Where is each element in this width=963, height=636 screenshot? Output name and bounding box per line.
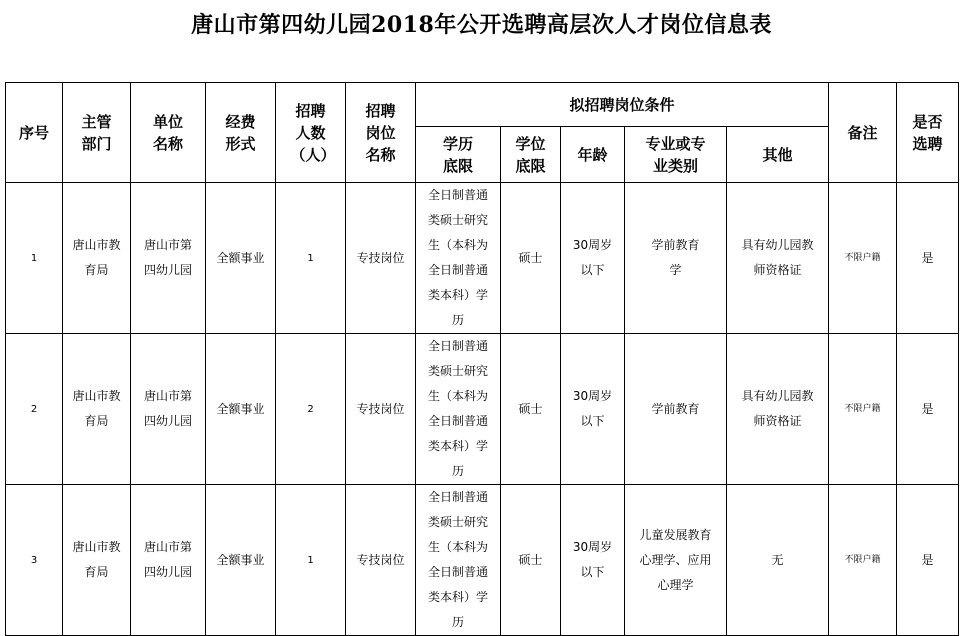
header-seq: 序号 bbox=[6, 83, 63, 183]
header-major: 专业或专业类别 bbox=[625, 127, 727, 183]
header-age: 年龄 bbox=[561, 127, 625, 183]
cell-select: 是 bbox=[897, 334, 959, 485]
cell-other: 具有幼儿园教师资格证 bbox=[727, 183, 829, 334]
table-row bbox=[6, 183, 959, 334]
cell-other: 具有幼儿园教师资格证 bbox=[727, 334, 829, 485]
cell-major: 儿童发展教育心理学、应用心理学 bbox=[625, 485, 727, 636]
cell-select: 是 bbox=[897, 485, 959, 636]
table-row bbox=[6, 334, 959, 485]
cell-count: 1 bbox=[276, 485, 346, 636]
header-other: 其他 bbox=[727, 127, 829, 183]
positions-table bbox=[5, 82, 959, 636]
cell-post: 专技岗位 bbox=[346, 334, 416, 485]
table-row bbox=[6, 485, 959, 636]
cell-seq: 1 bbox=[6, 183, 63, 334]
header-row-1 bbox=[6, 83, 959, 127]
cell-remark: 不限户籍 bbox=[829, 183, 897, 334]
cell-post: 专技岗位 bbox=[346, 183, 416, 334]
cell-education: 全日制普通类硕士研究生（本科为全日制普通类本科）学历 bbox=[416, 485, 501, 636]
cell-count: 2 bbox=[276, 334, 346, 485]
header-unit: 单位名称 bbox=[131, 83, 206, 183]
cell-education: 全日制普通类硕士研究生（本科为全日制普通类本科）学历 bbox=[416, 183, 501, 334]
header-count: 招聘人数（人） bbox=[276, 83, 346, 183]
header-post: 招聘岗位名称 bbox=[346, 83, 416, 183]
cell-dept: 唐山市教育局 bbox=[63, 334, 131, 485]
cell-funding: 全额事业 bbox=[206, 334, 276, 485]
cell-degree: 硕士 bbox=[501, 485, 561, 636]
cell-select: 是 bbox=[897, 183, 959, 334]
cell-degree: 硕士 bbox=[501, 334, 561, 485]
cell-post: 专技岗位 bbox=[346, 485, 416, 636]
cell-remark: 不限户籍 bbox=[829, 334, 897, 485]
cell-funding: 全额事业 bbox=[206, 485, 276, 636]
cell-dept: 唐山市教育局 bbox=[63, 485, 131, 636]
page-title: 唐山市第四幼儿园2018年公开选聘高层次人才岗位信息表 bbox=[191, 12, 772, 38]
cell-other: 无 bbox=[727, 485, 829, 636]
cell-age: 30周岁以下 bbox=[561, 334, 625, 485]
cell-dept: 唐山市教育局 bbox=[63, 183, 131, 334]
cell-remark: 不限户籍 bbox=[829, 485, 897, 636]
header-conditions: 拟招聘岗位条件 bbox=[416, 83, 829, 127]
cell-unit: 唐山市第四幼儿园 bbox=[131, 183, 206, 334]
cell-funding: 全额事业 bbox=[206, 183, 276, 334]
cell-unit: 唐山市第四幼儿园 bbox=[131, 334, 206, 485]
cell-count: 1 bbox=[276, 183, 346, 334]
cell-seq: 2 bbox=[6, 334, 63, 485]
cell-major: 学前教育学 bbox=[625, 183, 727, 334]
cell-seq: 3 bbox=[6, 485, 63, 636]
header-degree: 学位底限 bbox=[501, 127, 561, 183]
header-dept: 主管部门 bbox=[63, 83, 131, 183]
cell-unit: 唐山市第四幼儿园 bbox=[131, 485, 206, 636]
cell-degree: 硕士 bbox=[501, 183, 561, 334]
header-education: 学历底限 bbox=[416, 127, 501, 183]
cell-age: 30周岁以下 bbox=[561, 183, 625, 334]
cell-major: 学前教育 bbox=[625, 334, 727, 485]
cell-age: 30周岁以下 bbox=[561, 485, 625, 636]
header-funding: 经费形式 bbox=[206, 83, 276, 183]
cell-education: 全日制普通类硕士研究生（本科为全日制普通类本科）学历 bbox=[416, 334, 501, 485]
header-select: 是否选聘 bbox=[897, 83, 959, 183]
header-remark: 备注 bbox=[829, 83, 897, 183]
